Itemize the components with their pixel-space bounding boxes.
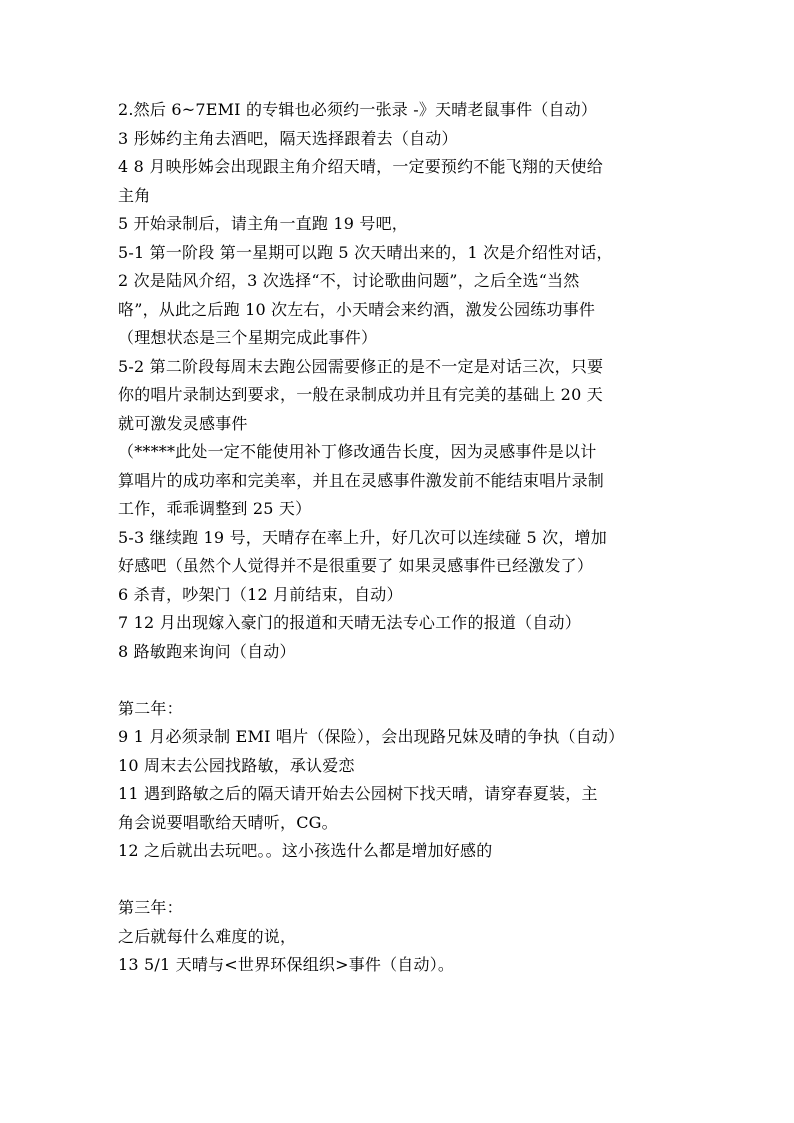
text-line: 2.然后 6~7EMI 的专辑也必须约一张录 -》天晴老鼠事件（自动）: [118, 100, 598, 119]
text-line: 咯”，从此之后跑 10 次左右，小天晴会来约酒，激发公园练功事件: [118, 299, 596, 319]
text-line: 11 遇到路敏之后的隔天请开始去公园树下找天晴，请穿春夏装，主: [118, 784, 598, 803]
section-heading: 第三年：: [118, 898, 183, 917]
text-line: 主角: [118, 185, 151, 205]
text-line: （*****此处一定不能使用补丁修改通告长度，因为灵感事件是以计: [118, 442, 597, 461]
text-line: 9 1 月必须录制 EMI 唱片（保险），会出现路兄妹及晴的争执（自动）: [118, 727, 625, 746]
text-line: 6 杀青，吵架门（12 月前结束，自动）: [118, 584, 403, 604]
text-line: 7 12 月出现嫁入豪门的报道和天晴无法专心工作的报道（自动）: [118, 613, 581, 632]
text-line: （理想状态是三个星期完成此事件）: [118, 328, 378, 347]
text-line: 13 5/1 天晴与<世界环保组织>事件（自动）。: [118, 955, 455, 974]
text-line: 你的唱片录制达到要求，一般在录制成功并且有完美的基础上 20 天: [118, 385, 603, 404]
text-line: 4 8 月映彤姊会出现跟主角介绍天晴，一定要预约不能飞翔的天使给: [118, 157, 603, 176]
text-line: 5-3 继续跑 19 号，天晴存在率上升，好几次可以连续碰 5 次，增加: [118, 527, 607, 547]
text-line: 好感吧（虽然个人觉得并不是很重要了 如果灵感事件已经激发了）: [118, 556, 594, 575]
text-line: 就可激发灵感事件: [118, 413, 248, 433]
section-heading: 第二年：: [118, 698, 183, 718]
document-body: [118, 96, 684, 980]
text-line: 12 之后就出去玩吧。。这小孩选什么都是增加好感的: [118, 841, 493, 860]
text-line: 算唱片的成功率和完美率，并且在灵感事件激发前不能结束唱片录制: [118, 470, 605, 490]
text-line: 5-2 第二阶段每周末去跑公园需要修正的是不一定是对话三次，只要: [118, 356, 604, 376]
text-line: 之后就每什么难度的说，: [118, 926, 297, 946]
text-line: 2 次是陆风介绍，3 次选择“不，讨论歌曲问题”，之后全选“当然: [118, 271, 580, 290]
text-line: 角会说要唱歌给天晴听，CG。: [118, 812, 338, 832]
text-line: 3 彤姊约主角去酒吧，隔天选择跟着去（自动）: [118, 128, 458, 148]
blank-line: [118, 866, 684, 895]
text-line: 8 路敏跑来询问（自动）: [118, 641, 296, 661]
text-line: 10 周末去公园找路敏，承认爱恋: [118, 755, 355, 775]
blank-line: [118, 666, 684, 695]
text-line: 工作，乖乖调整到 25 天）: [118, 499, 312, 518]
text-line: 5-1 第一阶段 第一星期可以跑 5 次天晴出来的，1 次是介绍性对话，: [118, 242, 613, 262]
text-line: 5 开始录制后，请主角一直跑 19 号吧，: [118, 214, 408, 233]
